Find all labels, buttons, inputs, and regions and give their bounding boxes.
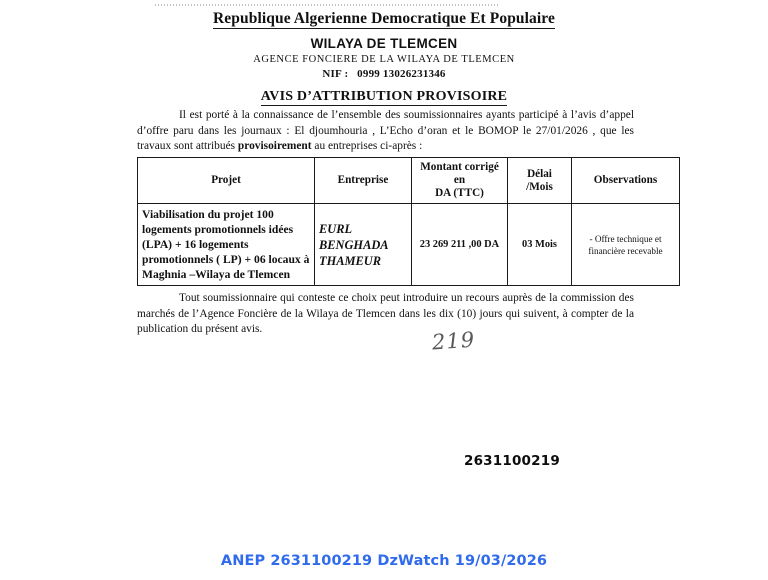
header-republic xyxy=(0,10,768,28)
column-header-montant xyxy=(412,158,508,204)
header-wilaya: WILAYA DE TLEMCEN xyxy=(310,36,458,51)
recourse-paragraph-text: Tout soumissionnaire qui conteste ce choix peut introduire un recours auprès de la commission des marchés de l’Agence Foncière de la Wilaya de Tlemcen dans les dix (10) jours qui suivent, à compter de la publication du présent avis. xyxy=(137,292,634,335)
recourse-paragraph xyxy=(137,291,634,338)
cell-observations: - Offre technique et financière recevable xyxy=(572,204,680,286)
cell-montant: 23 269 211 ,00 DA xyxy=(412,204,508,286)
column-header-observations: Observations xyxy=(572,158,680,204)
reference-number: 2631100219 xyxy=(464,453,560,469)
award-table-body xyxy=(138,204,680,286)
award-table-head xyxy=(138,158,680,204)
award-table-wrapper xyxy=(137,157,663,286)
handwritten-annotation: 219 xyxy=(431,327,476,355)
intro-paragraph-text: Il est porté à la connaissance de l’ensemble des soumissionnaires ayants participé à l’avis d’appel d’offre paru dans les journaux : El djoumhouria , L’Echo d’oran et le BOMOP le 27/01/2026 , que les travaux sont attribués xyxy=(137,109,634,152)
table-row xyxy=(138,204,680,286)
header-agency: AGENCE FONCIERE DE LA WILAYA DE TLEMCEN xyxy=(253,54,515,65)
column-header-montant-line1: Montant corrigé xyxy=(420,161,499,173)
nif-value: 0999 13026231346 xyxy=(357,68,446,80)
column-header-entreprise: Entreprise xyxy=(315,158,412,204)
column-header-projet: Projet xyxy=(138,158,315,204)
award-table xyxy=(137,157,680,286)
column-header-delai-line1: Délai xyxy=(527,167,552,180)
column-header-montant-line2: en xyxy=(453,174,466,186)
nif-label: NIF : xyxy=(322,68,349,80)
cell-delai: 03 Mois xyxy=(508,204,572,286)
column-header-delai-line2: /Mois xyxy=(526,180,553,193)
cell-entreprise: EURL BENGHADA THAMEUR xyxy=(315,204,412,286)
header-title-text: AVIS D’ATTRIBUTION PROVISOIRE xyxy=(260,89,508,104)
intro-paragraph xyxy=(137,108,634,155)
anep-footer: ANEP 2631100219 DzWatch 19/03/2026 xyxy=(220,553,548,569)
intro-paragraph-emphasis: provisoirement xyxy=(237,140,312,152)
header-title xyxy=(0,89,768,105)
cell-projet: Viabilisation du projet 100 logements promotionnels idées (LPA) + 16 logements promotionnels ( LP) + 06 locaux à Maghnia –Wilaya de Tlemcen xyxy=(138,204,315,286)
document-sheet xyxy=(0,0,768,105)
header-republic-text: Republique Algerienne Democratique Et Populaire xyxy=(213,10,555,27)
column-header-delai xyxy=(508,158,572,204)
header-nif xyxy=(0,68,768,80)
table-header-row xyxy=(138,158,680,204)
column-header-montant-line3: DA (TTC) xyxy=(435,187,484,199)
intro-paragraph-tail: au entreprises ci-après : xyxy=(311,140,423,152)
